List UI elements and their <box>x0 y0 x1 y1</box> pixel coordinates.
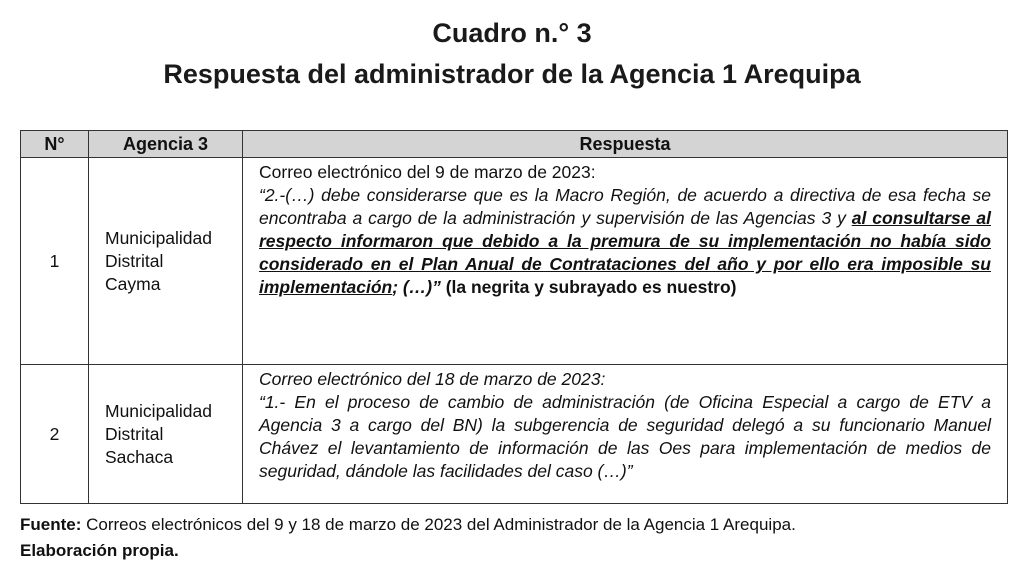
row-number: 2 <box>21 365 89 504</box>
response-cell <box>243 365 1008 504</box>
table-row <box>21 365 1008 504</box>
agency-line: Cayma <box>105 273 161 294</box>
source-line <box>20 512 1010 538</box>
emphasis-note: (la negrita y subrayado es nuestro) <box>440 277 737 297</box>
row-number: 1 <box>21 158 89 365</box>
table-caption-number: Cuadro n.° 3 <box>432 18 592 48</box>
response-table <box>20 130 1008 504</box>
header-response: Respuesta <box>243 131 1008 158</box>
table-footer <box>20 512 1010 564</box>
quote-emphasis: al consultarse al respecto informaron que debido a la premura de su implementación no había sido considerado en el Plan Anual de Contrataciones del año y por ello era imposible su implementación <box>259 208 991 297</box>
quote-end: ; (…)” <box>392 277 441 297</box>
table-row <box>21 158 1008 365</box>
email-date: Correo electrónico del 18 de marzo de 2023: <box>259 369 606 389</box>
response-cell <box>243 158 1008 365</box>
source-text: Correos electrónicos del 9 y 18 de marzo de 2023 del Administrador de la Agencia 1 Arequipa. <box>81 515 796 534</box>
agency-line: Municipalidad <box>105 400 213 421</box>
agency-cell <box>89 365 243 504</box>
source-label: Fuente: <box>20 515 82 534</box>
agency-line: Sachaca <box>105 446 174 467</box>
header-number: N° <box>21 131 89 158</box>
table-header-row <box>21 131 1008 158</box>
email-quote <box>259 184 991 299</box>
agency-line: Distrital <box>105 250 164 271</box>
table-caption-title: Respuesta del administrador de la Agencia 1 Arequipa <box>163 59 861 89</box>
authorship-note: Elaboración propia. <box>20 541 179 560</box>
header-agency: Agencia 3 <box>89 131 243 158</box>
agency-cell <box>89 158 243 365</box>
email-quote: “1.- En el proceso de cambio de administración (de Oficina Especial a cargo de ETV a Agencia 3 a cargo del BN) la subgerencia de seguridad delegó a su funcionario Manuel Chávez el levantamiento de información de las Oes para implementación de medios de seguridad, dándole las facilidades del caso (…)” <box>259 392 991 481</box>
email-date: Correo electrónico del 9 de marzo de 2023: <box>259 162 596 182</box>
agency-line: Municipalidad <box>105 227 213 248</box>
agency-line: Distrital <box>105 423 164 444</box>
quote-text: “2.-(…) debe considerarse que es la Macro Región, de acuerdo a directiva de esa fecha se encontraba a cargo de la administración y supervisión de las Agencias 3 y <box>259 185 991 228</box>
